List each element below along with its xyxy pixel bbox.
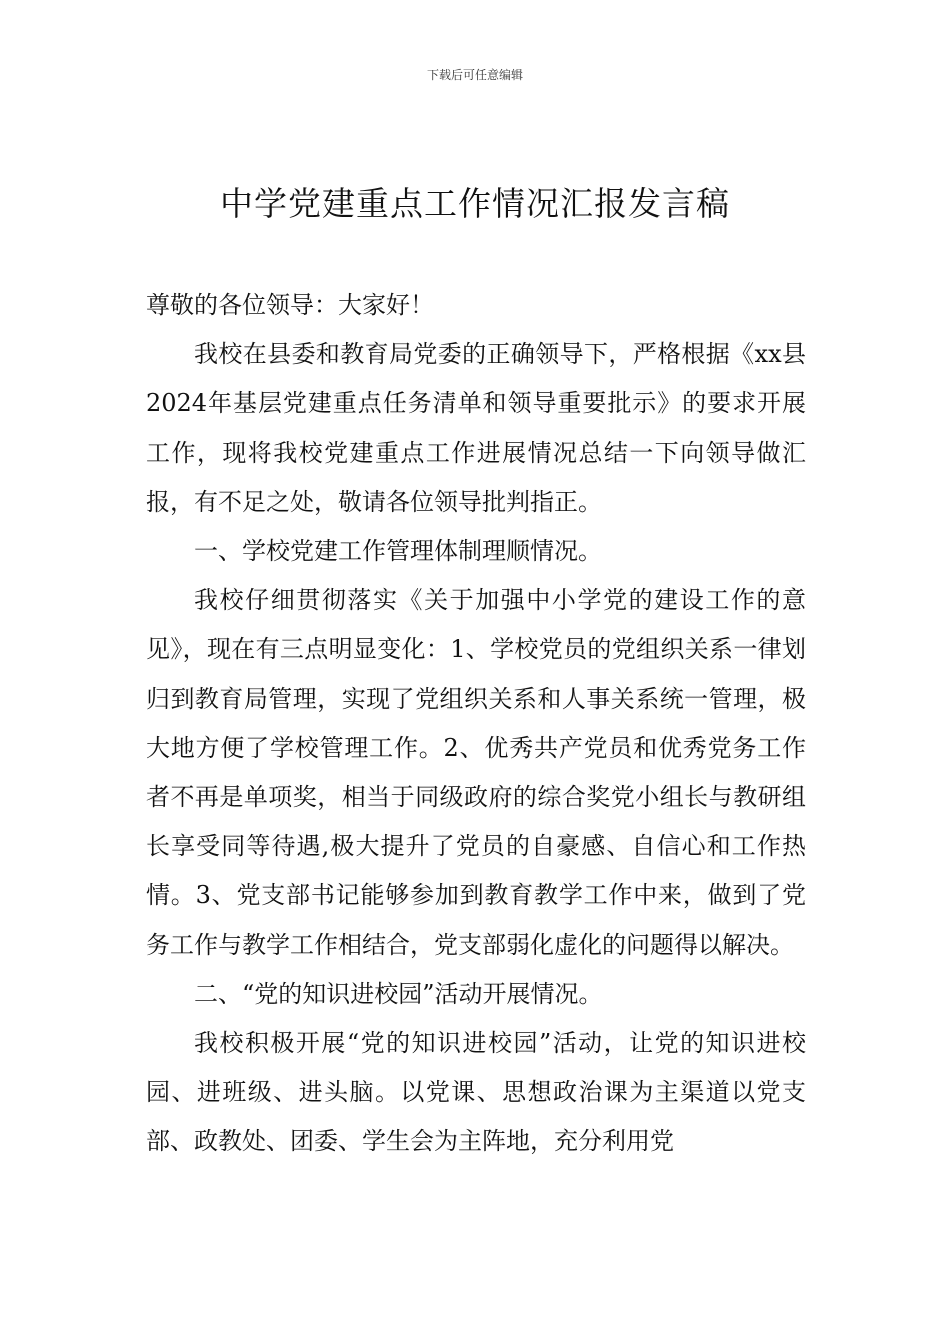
document-body — [146, 281, 806, 1167]
section-heading-2: 二、“党的知识进校园”活动开展情况。 — [194, 979, 603, 1008]
paragraph-section-1: 我校仔细贯彻落实《关于加强中小学党的建设工作的意见》，现在有三点明显变化：1、学校党员的党组织关系一律划归到教育局管理，实现了党组织关系和人事关系统一管理，极大地方便了学校管理工作。2、优秀共产党员和优秀党务工作者不再是单项奖，相当于同级政府的综合奖党小组长与教研组长享受同等待遇,极大提升了党员的自豪感、自信心和工作热情。3、党支部书记能够参加到教育教学工作中来，做到了党务工作与教学工作相结合，党支部弱化虚化的问题得以解决。 — [146, 586, 806, 959]
greeting: 尊敬的各位领导：大家好！ — [146, 291, 434, 319]
paragraph-intro: 我校在县委和教育局党委的正确领导下，严格根据《xx县2024年基层党建重点任务清单和领导重要批示》的要求开展工作，现将我校党建重点工作进展情况总结一下向领导做汇报，有不足之处，敬请各位领导批判指正。 — [146, 340, 806, 516]
section-heading-1: 一、学校党建工作管理体制理顺情况。 — [194, 537, 602, 566]
header-note: 下载后可任意编辑 — [426, 68, 523, 82]
document-title: 中学党建重点工作情况汇报发言稿 — [220, 184, 730, 223]
paragraph-section-2: 我校积极开展“党的知识进校园”活动，让党的知识进校园、进班级、进头脑。以党课、思想政治课为主渠道以党支部、政教处、团委、学生会为主阵地，充分利用党 — [146, 1029, 806, 1156]
